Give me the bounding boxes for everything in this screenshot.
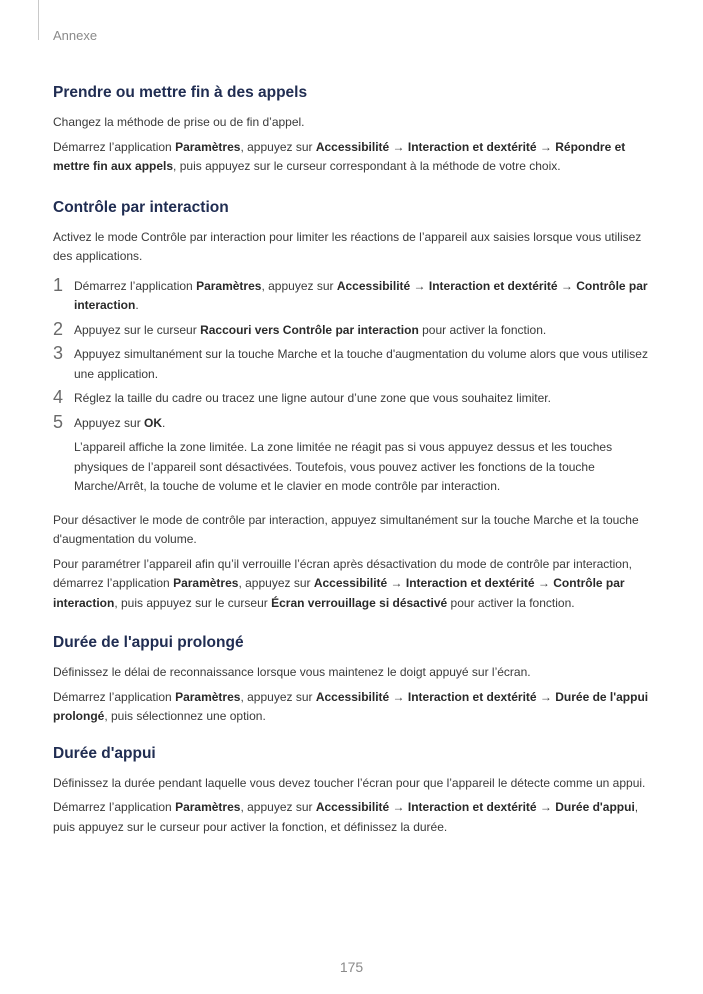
menu-path-item: Accessibilité	[315, 800, 390, 814]
menu-path-item: OK	[144, 415, 163, 430]
menu-path-item: Accessibilité	[315, 689, 390, 704]
menu-path-item: Contrôle par interaction	[53, 576, 625, 610]
section-title: Durée d'appui	[53, 744, 156, 762]
paragraph: Changez la méthode de prise ou de fin d’appel.	[53, 115, 305, 129]
paragraph: Démarrez l’application Paramètres, appuyez sur Accessibilité → Interaction et dextérité → Répondre et mettre fin aux appels, puis appuyez sur le curseur correspondant à la méthode de votre choix.	[53, 139, 626, 173]
step-note: L’appareil affiche la zone limitée. La zone limitée ne réagit pas si vous appuyez dessus et les touches physiques de l’appareil sont désactivées. Toutefois, vous pouvez activer les fonctions de la touche Marche/Arrêt, la touche de volume et le clavier en mode contrôle par interaction.	[74, 440, 613, 493]
section-long-press-duration	[53, 633, 653, 727]
menu-path-item: Paramètres	[175, 800, 241, 814]
step-number: 5	[53, 411, 64, 432]
menu-path-item: Paramètres	[175, 689, 241, 704]
paragraph: Démarrez l’application Paramètres, appuyez sur Accessibilité → Interaction et dextérité → Durée de l'appui prolongé, puis sélectionnez une option.	[53, 689, 649, 723]
page-content	[53, 83, 653, 837]
step-item: 2 Appuyez sur le curseur Raccouri vers Contrôle par interaction pour activer la fonction.	[53, 318, 547, 339]
step-item: 3 Appuyez simultanément sur la touche Marche et la touche d'augmentation du volume alors que vous utilisez une application.	[53, 343, 648, 381]
menu-path-item: Paramètres	[175, 139, 241, 154]
menu-path-item: Interaction et dextérité	[405, 576, 535, 590]
menu-path-item: Paramètres	[173, 576, 239, 590]
menu-path-item: Accessibilité	[336, 278, 411, 293]
section-interaction-control	[53, 198, 653, 614]
step-number: 1	[53, 274, 64, 295]
menu-path-item: Interaction et dextérité	[407, 800, 537, 814]
menu-path-item: Interaction et dextérité	[428, 278, 558, 293]
steps-list	[53, 274, 653, 497]
paragraph: Pour désactiver le mode de contrôle par interaction, appuyez simultanément sur la touche Marche et la touche d'augmentation du volume.	[53, 512, 639, 546]
menu-path-item: Raccouri vers Contrôle par interaction	[200, 322, 419, 337]
paragraph: Définissez la durée pendant laquelle vous devez toucher l’écran pour que l’appareil le détecte comme un appui.	[53, 775, 646, 790]
menu-path-item: Paramètres	[196, 278, 262, 293]
section-tap-duration	[53, 744, 653, 838]
paragraph: Démarrez l’application Paramètres, appuyez sur Accessibilité → Interaction et dextérité → Durée d'appui, puis appuyez sur le curseur pour activer la fonction, et définissez la durée.	[53, 800, 639, 834]
menu-path-item: Répondre et mettre fin aux appels	[53, 139, 626, 173]
section-title: Durée de l'appui prolongé	[53, 634, 244, 651]
section-title: Prendre ou mettre fin à des appels	[53, 84, 308, 101]
menu-path-item: Interaction et dextérité	[407, 139, 537, 154]
menu-path-item: Contrôle par interaction	[74, 278, 648, 312]
header-rule	[38, 0, 39, 40]
paragraph: Pour paramétrer l’appareil afin qu’il verrouille l’écran après désactivation du mode de contrôle par interaction, démarrez l’application Paramètres, appuyez sur Accessibilité → Interaction et dextérité → Contrôle par interaction, puis appuyez sur le curseur Écran verrouillage si désactivé pour activer la fonction.	[53, 556, 632, 610]
menu-path-item: Interaction et dextérité	[407, 689, 537, 704]
step-number: 4	[53, 387, 64, 407]
step-number: 3	[53, 343, 64, 363]
step-number: 2	[53, 318, 64, 339]
running-header: Annexe	[53, 28, 98, 43]
step-item: 4 Réglez la taille du cadre ou tracez une ligne autour d’une zone que vous souhaitez limiter.	[53, 387, 551, 407]
step-item: 1 Démarrez l’application Paramètres, appuyez sur Accessibilité → Interaction et dextérité → Contrôle par interaction.	[53, 274, 648, 312]
menu-path-item: Accessibilité	[313, 576, 388, 590]
paragraph: Définissez le délai de reconnaissance lorsque vous maintenez le doigt appuyé sur l’écran.	[53, 665, 531, 679]
menu-path-item: Durée de l'appui prolongé	[53, 689, 649, 723]
page-number: 175	[339, 959, 364, 975]
step-item: 5 Appuyez sur OK. L’appareil affiche la zone limitée. La zone limitée ne réagit pas si vous appuyez dessus et les touches physiques de l’appareil sont désactivées. Toutefois, vous pouvez activer les fonctions de la touche Marche/Arrêt, la touche de volume et le clavier en mode contrôle par interaction.	[53, 414, 653, 497]
menu-path-item: Écran verrouillage si désactivé	[271, 595, 448, 610]
menu-path-item: Durée d'appui	[555, 800, 635, 814]
menu-path-item: Accessibilité	[315, 139, 390, 154]
section-calls	[53, 83, 653, 177]
section-title: Contrôle par interaction	[53, 198, 229, 216]
paragraph: Activez le mode Contrôle par interaction pour limiter les réactions de l’appareil aux saisies lorsque vous utilisez des applications.	[53, 229, 642, 263]
